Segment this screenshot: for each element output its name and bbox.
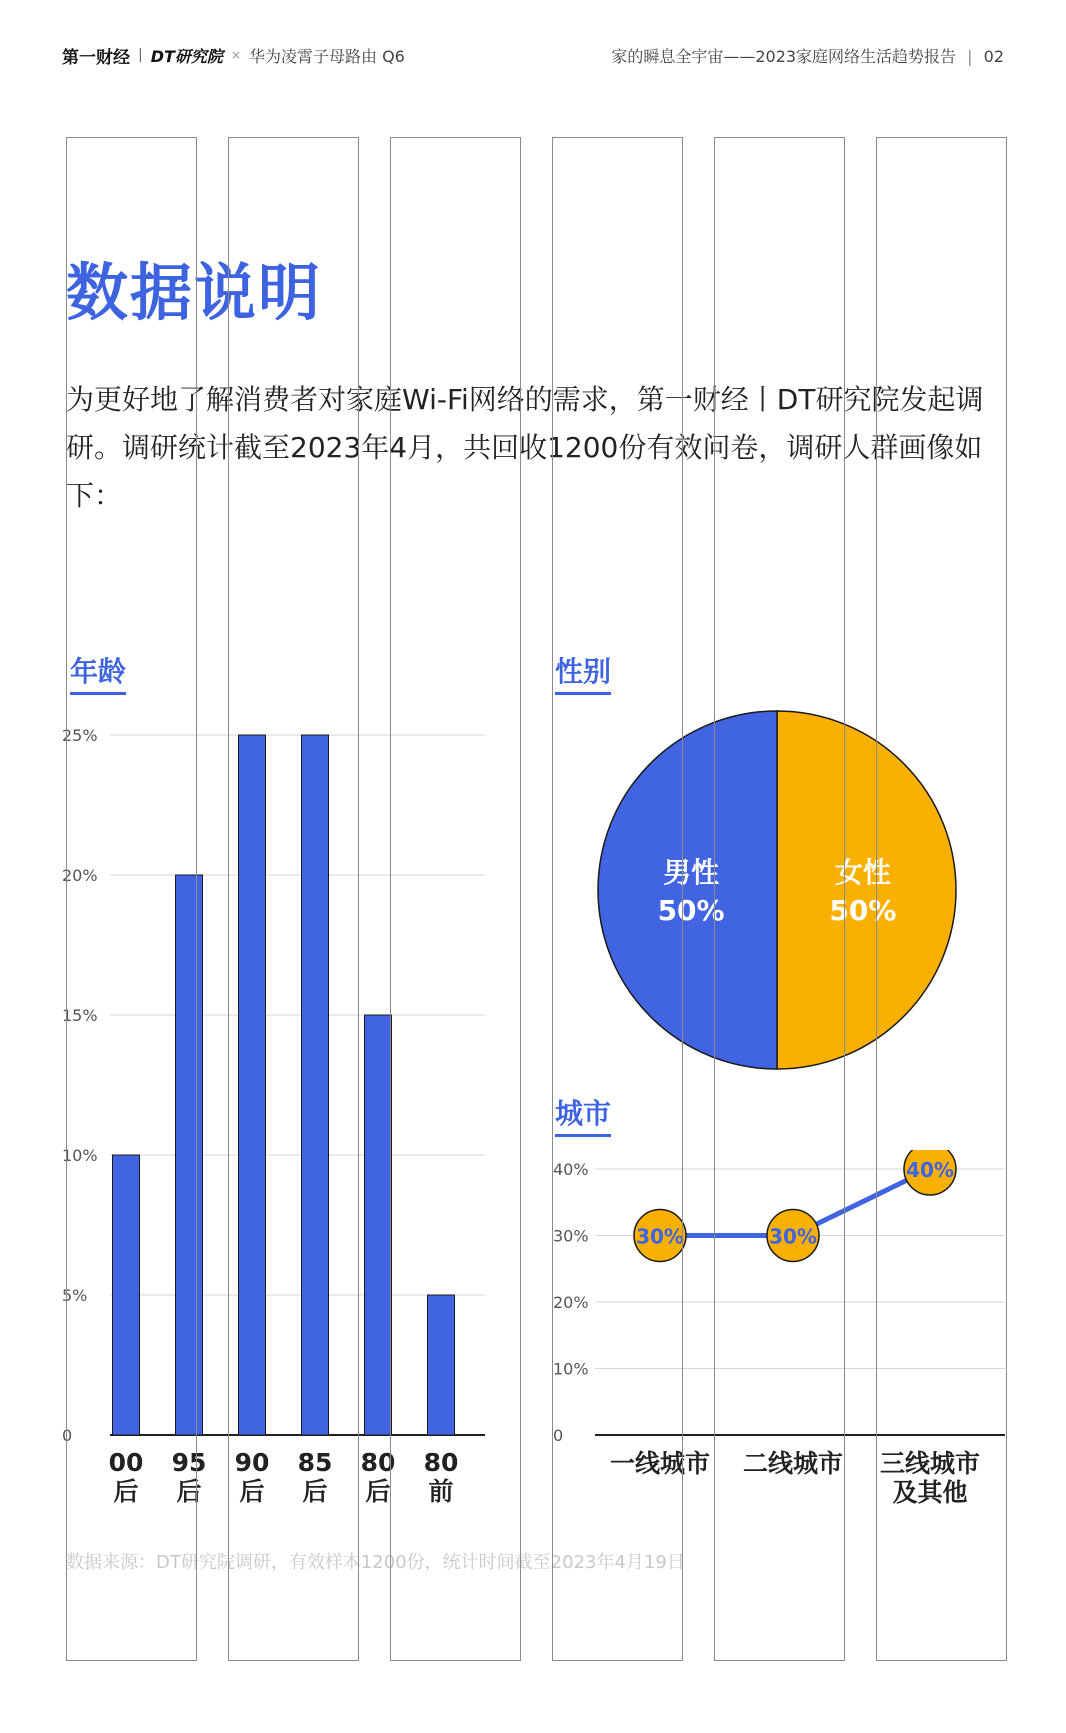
bar: [113, 1155, 140, 1435]
bar: [302, 735, 329, 1435]
x-tick-label: 80: [423, 1448, 459, 1477]
data-source: 数据来源：DT研究院调研，有效样本1200份，统计时间截至2023年4月19日: [66, 1552, 685, 1573]
bar: [239, 735, 266, 1435]
x-tick-label: 前: [428, 1477, 454, 1506]
x-tick-label: 一线城市: [609, 1449, 711, 1478]
y-tick-label: 20%: [553, 1293, 589, 1312]
page-title: 数据说明: [66, 256, 323, 329]
x-tick-label: 80: [360, 1448, 396, 1477]
x-tick-label: 三线城市: [879, 1449, 981, 1478]
gender-chart-title: 性别: [555, 650, 611, 695]
city-line-chart: [550, 1150, 1010, 1530]
bar: [176, 875, 203, 1435]
yicai-logo: 第一财经: [62, 47, 130, 68]
y-tick-label: 15%: [62, 1006, 98, 1025]
page-separator: |: [967, 46, 973, 66]
product-name: 华为凌霄子母路由 Q6: [248, 46, 405, 66]
y-tick-label: 20%: [62, 866, 98, 885]
pie-slice: [777, 711, 956, 1069]
page-number: 02: [983, 46, 1004, 66]
y-tick-label: 5%: [62, 1286, 88, 1305]
city-points: [634, 1150, 956, 1262]
pie-category-label: 男性: [663, 856, 720, 889]
age-x-labels: [109, 1448, 459, 1506]
bar: [428, 1295, 455, 1435]
y-tick-label: 0: [62, 1426, 73, 1445]
x-tick-label: 90: [234, 1448, 270, 1477]
x-tick-label: 后: [365, 1477, 391, 1506]
pie-value-label: 50%: [657, 894, 725, 927]
data-label: 30%: [636, 1224, 684, 1249]
x-tick-label: 85: [297, 1448, 333, 1477]
x-tick-label: 95: [171, 1448, 207, 1477]
city-chart-title: 城市: [555, 1092, 611, 1137]
x-tick-label: 二线城市: [742, 1449, 844, 1478]
data-label: 30%: [769, 1224, 817, 1249]
cross-mark: ×: [230, 48, 241, 62]
x-tick-label: 及其他: [892, 1478, 968, 1507]
age-bars: [113, 735, 455, 1435]
y-tick-label: 30%: [553, 1226, 589, 1246]
x-tick-label: 后: [239, 1477, 265, 1506]
y-tick-label: 25%: [62, 726, 98, 745]
page-header: [62, 44, 1004, 66]
x-tick-label: 00: [108, 1448, 144, 1477]
age-chart-title: 年龄: [70, 650, 126, 695]
x-tick-label: 后: [176, 1477, 202, 1506]
header-brand: [62, 43, 405, 68]
pie-slices: [598, 711, 956, 1069]
pie-slice: [598, 711, 777, 1069]
y-tick-label: 10%: [62, 1146, 98, 1165]
intro-paragraph: 为更好地了解消费者对家庭Wi-Fi网络的需求，第一财经丨DT研究院发起调研。调研统计截至2023年4月，共回收1200份有效问卷，调研人群画像如下：: [66, 383, 984, 512]
gender-pie-chart: [590, 702, 970, 1082]
age-bar-chart: [60, 720, 500, 1520]
pie-value-label: 50%: [829, 894, 897, 927]
x-tick-label: 后: [302, 1477, 328, 1506]
city-x-labels: [610, 1449, 980, 1507]
logo-separator: |: [138, 47, 143, 63]
y-tick-label: 0: [553, 1426, 564, 1445]
x-tick-label: 后: [113, 1477, 139, 1506]
dt-logo: DT研究院: [150, 46, 223, 66]
y-tick-label: 10%: [553, 1359, 589, 1379]
report-title: [611, 44, 1004, 67]
pie-category-label: 女性: [834, 856, 891, 889]
city-grid: [553, 1160, 1005, 1445]
report-title-text: 家的瞬息全宇宙——2023家庭网络生活趋势报告: [611, 46, 957, 66]
bar: [365, 1015, 392, 1435]
y-tick-label: 40%: [553, 1160, 589, 1179]
data-label: 40%: [906, 1158, 954, 1182]
